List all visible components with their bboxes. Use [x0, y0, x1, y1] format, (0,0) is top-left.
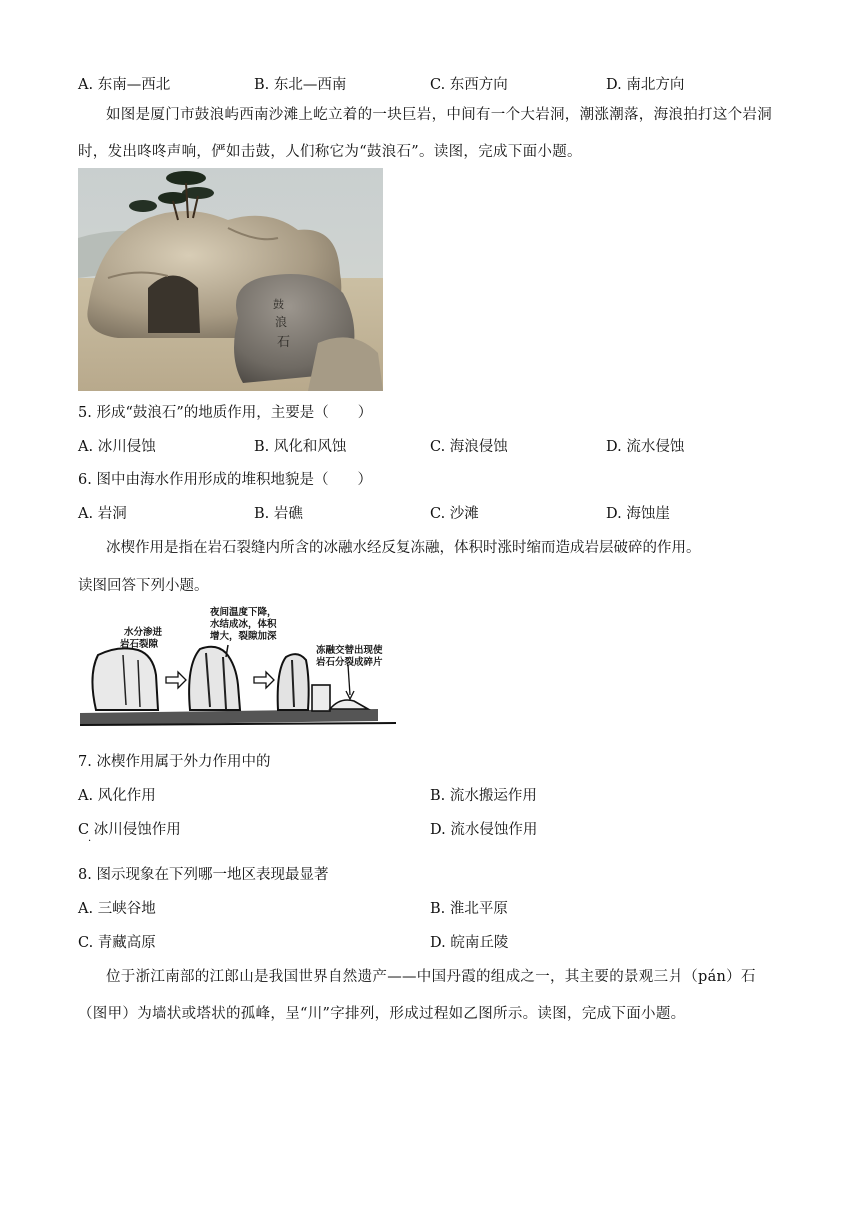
- q5-option-b: B. 风化和风蚀: [254, 439, 347, 455]
- carved-char-3: 石: [277, 335, 291, 350]
- carved-char-1: 鼓: [273, 298, 284, 311]
- q6-option-b: B. 岩礁: [254, 506, 303, 522]
- diagram-label-2-line-3: 增大，裂隙加深: [210, 631, 277, 642]
- ice-wedge-diagram: [78, 605, 396, 730]
- q4-option-d: D. 南北方向: [606, 77, 685, 93]
- q7-option-a: A. 风化作用: [78, 788, 156, 804]
- passage-gulangshi: 如图是厦门市鼓浪屿西南沙滩上屹立着的一块巨岩，中间有一个大岩洞，潮涨潮落，海浪拍打这个岩洞时，发出咚咚声响，俨如击鼓，人们称它为“鼓浪石”。读图，完成下面小题。: [78, 107, 772, 160]
- q5-option-c: C. 海浪侵蚀: [430, 439, 508, 455]
- q8-option-b: B. 淮北平原: [430, 901, 508, 917]
- q7-stem: 7. 冰楔作用属于外力作用中的: [78, 754, 271, 770]
- q6-options: [78, 502, 798, 524]
- q5-option-a: A. 冰川侵蚀: [78, 439, 156, 455]
- carved-char-2: 浪: [275, 315, 288, 329]
- q6-option-c: C. 沙滩: [430, 506, 479, 522]
- diagram-label-1-line-2: 岩石裂隙: [120, 639, 159, 650]
- q4-option-c: C. 东西方向: [430, 77, 508, 93]
- q4-option-a: A. 东南—西北: [78, 77, 171, 93]
- passage-ice-wedge-instruction: 读图回答下列小题。: [78, 578, 209, 594]
- q6-option-d: D. 海蚀崖: [606, 506, 670, 522]
- diagram-label-2-line-1: 夜间温度下降，: [210, 607, 277, 618]
- q7-option-b: B. 流水搬运作用: [430, 788, 537, 804]
- q5-option-d: D. 流水侵蚀: [606, 439, 685, 455]
- q5-stem: 5. 形成“鼓浪石”的地质作用，主要是（ ）: [78, 405, 373, 421]
- gulangshi-photo: [78, 168, 383, 391]
- diagram-label-1-line-1: 水分渗进: [124, 627, 163, 638]
- q5-options: [78, 435, 798, 457]
- q7-option-d: D. 流水侵蚀作用: [430, 822, 538, 838]
- q4-options: [78, 73, 798, 95]
- q8-option-d: D. 皖南丘陵: [430, 935, 509, 951]
- q7-option-c: C 冰川侵蚀作用: [78, 822, 181, 838]
- q4-option-b: B. 东北—西南: [254, 77, 347, 93]
- passage-ice-wedge: 冰楔作用是指在岩石裂缝内所含的冰融水经反复冻融，体积时涨时缩而造成岩层破碎的作用。: [106, 540, 701, 556]
- q8-option-a: A. 三峡谷地: [78, 901, 156, 917]
- q6-option-a: A. 岩洞: [78, 506, 127, 522]
- diagram-label-3-line-2: 岩石分裂成碎片: [316, 657, 383, 668]
- stray-dot: ·: [88, 836, 92, 847]
- diagram-label-2-line-2: 水结成冰，体积: [210, 619, 277, 630]
- diagram-label-3-line-1: 冻融交替出现使: [316, 645, 383, 656]
- q8-option-c: C. 青藏高原: [78, 935, 156, 951]
- q8-stem: 8. 图示现象在下列哪一地区表现最显著: [78, 867, 329, 883]
- q6-stem: 6. 图中由海水作用形成的堆积地貌是（ ）: [78, 472, 372, 488]
- passage-jianglangshan: 位于浙江南部的江郎山是我国世界自然遗产——中国丹霞的组成之一，其主要的景观三爿（pán）石（图甲）为墙状或塔状的孤峰，呈“川”字排列，形成过程如乙图所示。读图，完成下面小题。: [78, 969, 756, 1022]
